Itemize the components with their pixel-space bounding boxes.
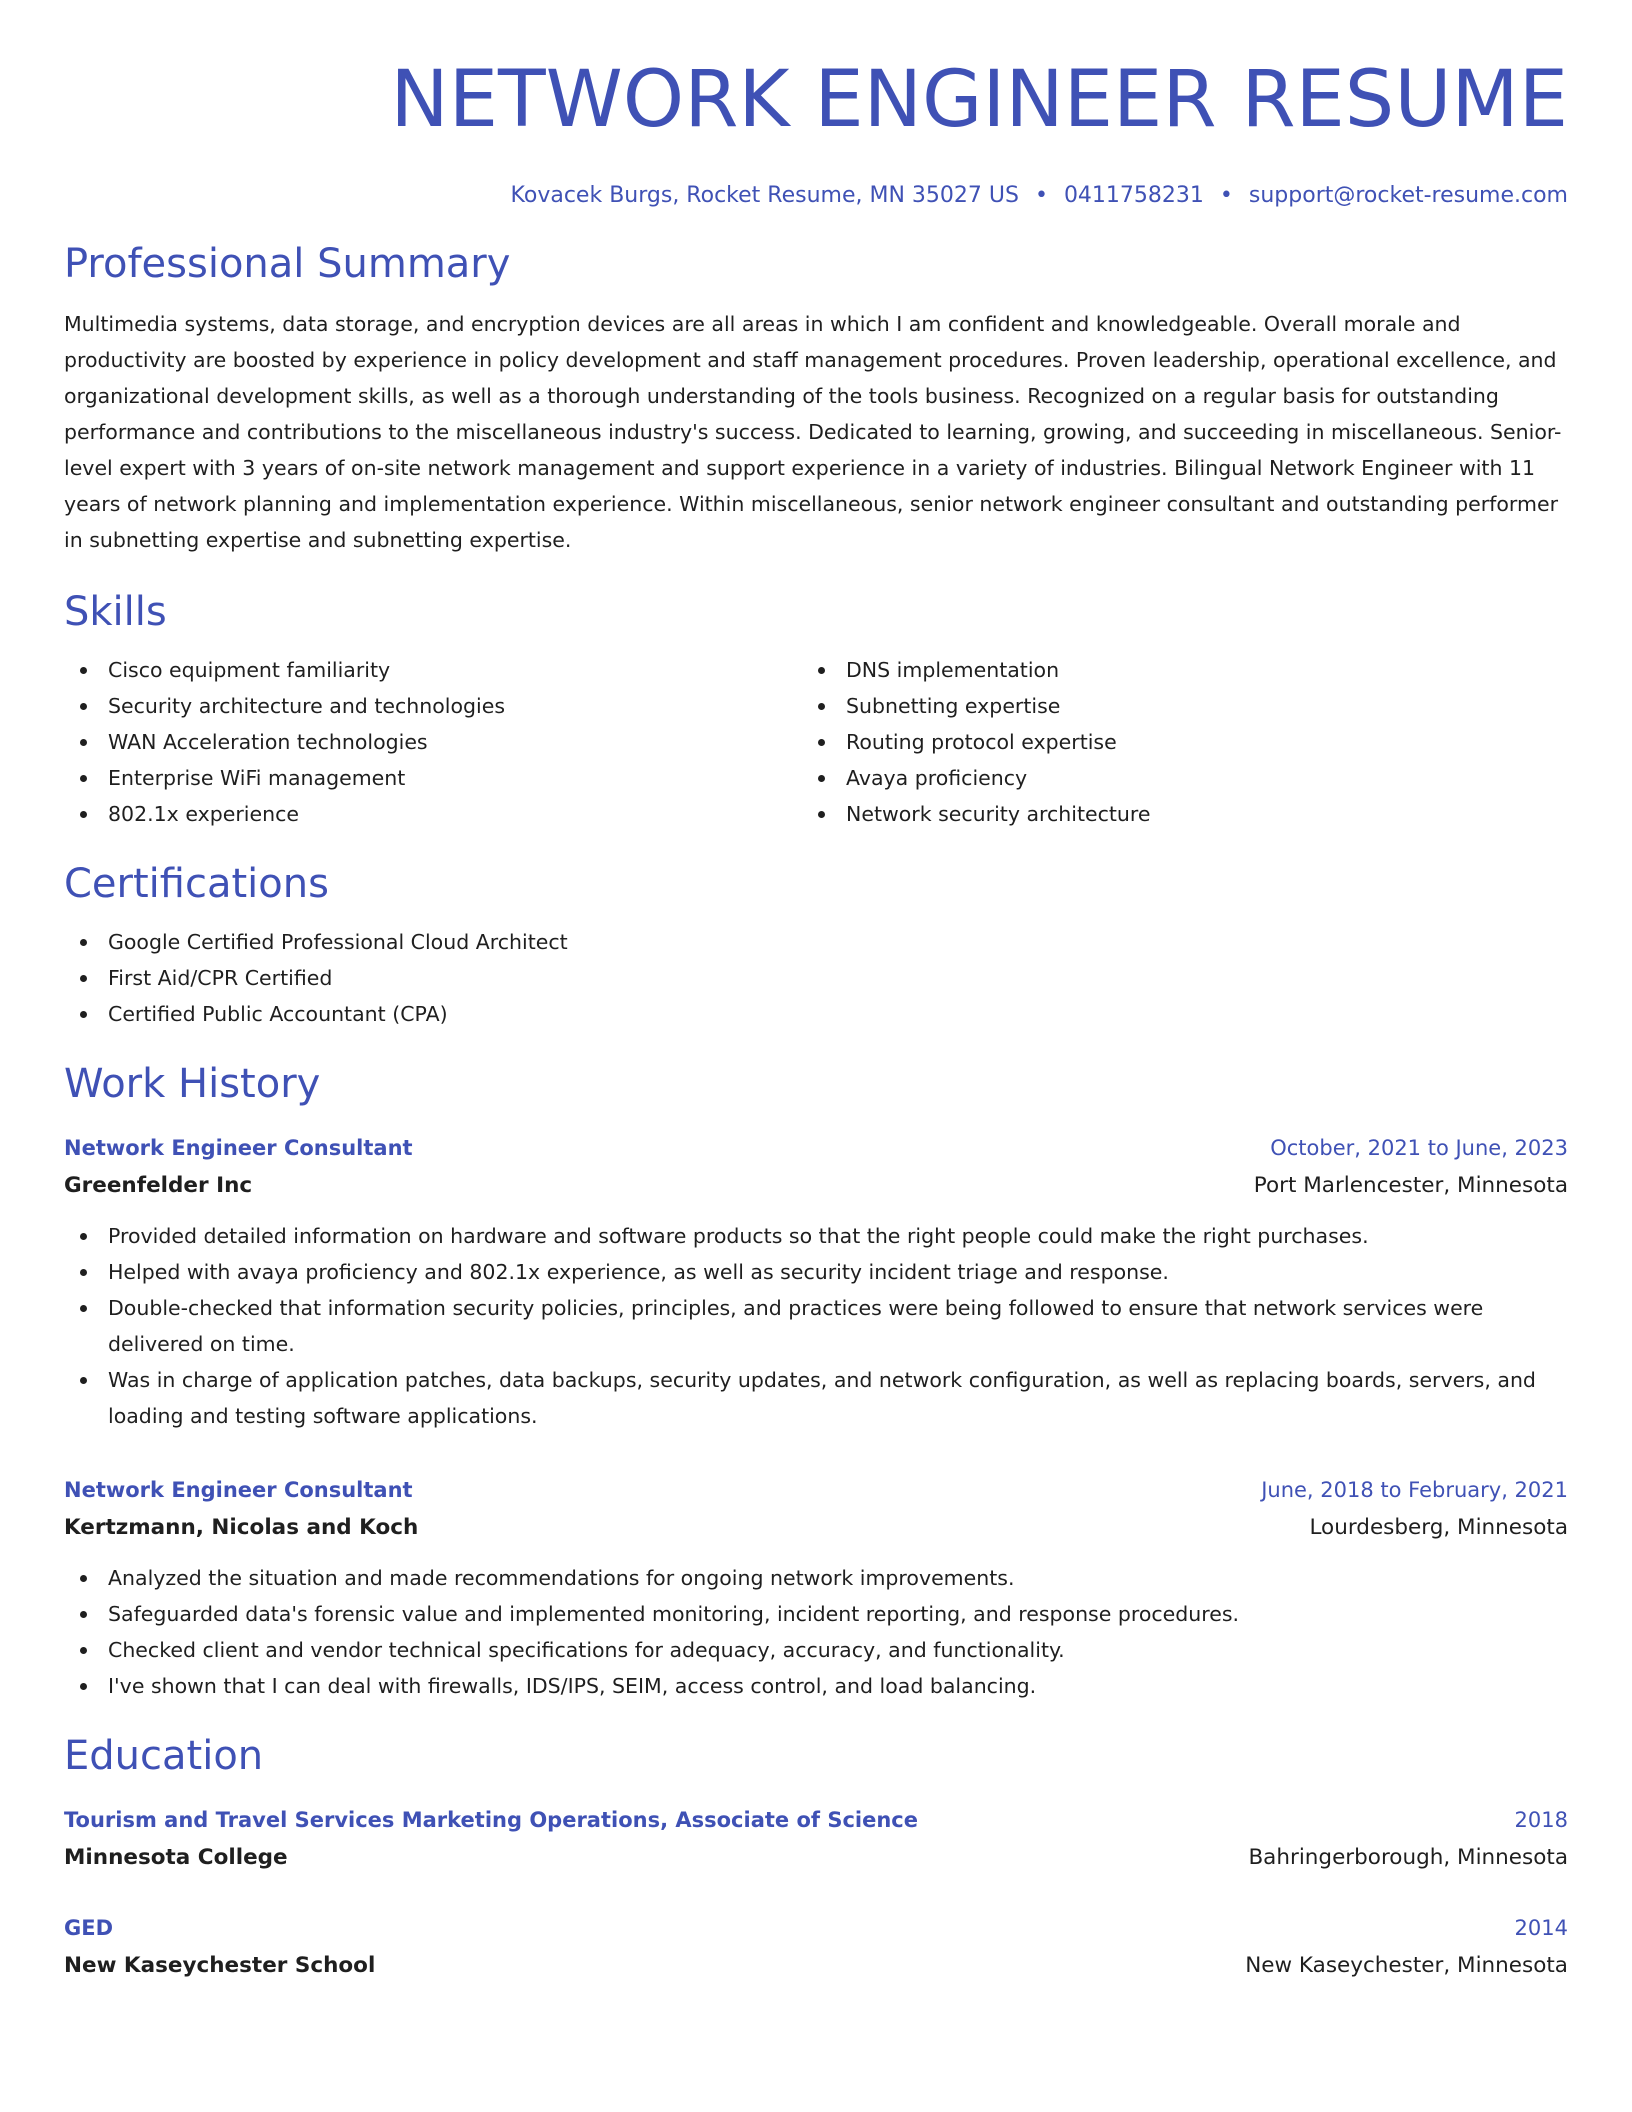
education-degree: Tourism and Travel Services Marketing Operations, Associate of Science	[64, 1808, 918, 1832]
summary-section	[64, 236, 1568, 558]
contact-separator: •	[1219, 183, 1233, 208]
education-location: Bahringerborough, Minnesota	[1248, 1845, 1568, 1870]
page-title: NETWORK ENGINEER RESUME	[390, 55, 1568, 145]
job-title: Network Engineer Consultant	[64, 1136, 413, 1160]
certification-item: First Aid/CPR Certified	[64, 960, 1568, 996]
skill-item: Security architecture and technologies	[64, 688, 802, 724]
job-company: Kertzmann, Nicolas and Koch	[64, 1515, 419, 1540]
resume-header	[64, 0, 1568, 214]
education-school-row	[64, 1946, 1568, 1986]
job-entry	[64, 1130, 1568, 1434]
contact-email[interactable]: support@rocket-resume.com	[1248, 183, 1568, 208]
contact-line	[64, 178, 1568, 214]
skills-list-left	[64, 652, 802, 832]
job-duties-list	[64, 1560, 1568, 1704]
work-history-section	[64, 1056, 1568, 1704]
job-location: Lourdesberg, Minnesota	[1309, 1515, 1568, 1540]
certifications-section	[64, 856, 1568, 1032]
education-header-row	[64, 1802, 1568, 1838]
education-school: New Kaseychester School	[64, 1953, 376, 1978]
job-duty-item: Analyzed the situation and made recommendations for ongoing network improvements.	[64, 1560, 1568, 1596]
certification-item: Google Certified Professional Cloud Architect	[64, 924, 1568, 960]
job-duty-item: Checked client and vendor technical specifications for adequacy, accuracy, and functionality.	[64, 1632, 1568, 1668]
skill-item: Avaya proficiency	[802, 760, 1540, 796]
job-duty-item: Safeguarded data's forensic value and implemented monitoring, incident reporting, and response procedures.	[64, 1596, 1568, 1632]
job-duties-list	[64, 1218, 1568, 1434]
certifications-list	[64, 924, 1568, 1032]
skill-item: DNS implementation	[802, 652, 1540, 688]
skill-item: WAN Acceleration technologies	[64, 724, 802, 760]
skills-list-right	[802, 652, 1540, 832]
skill-item: Cisco equipment familiarity	[64, 652, 802, 688]
education-location: New Kaseychester, Minnesota	[1245, 1953, 1568, 1978]
skill-item: Enterprise WiFi management	[64, 760, 802, 796]
job-company-row	[64, 1508, 1568, 1548]
job-company: Greenfelder Inc	[64, 1173, 253, 1198]
education-heading: Education	[64, 1733, 264, 1779]
skill-item: Network security architecture	[802, 796, 1540, 832]
education-year: 2014	[1514, 1916, 1568, 1940]
job-duty-item: Double-checked that information security policies, principles, and practices were being followed to ensure that network services were delivered on time.	[64, 1290, 1568, 1362]
job-duty-item: I've shown that I can deal with firewalls, IDS/IPS, SEIM, access control, and load balancing.	[64, 1668, 1568, 1704]
job-location: Port Marlencester, Minnesota	[1253, 1173, 1568, 1198]
certifications-heading: Certifications	[64, 861, 329, 907]
contact-phone: 0411758231	[1063, 183, 1204, 208]
job-header-row	[64, 1130, 1568, 1166]
job-header-row	[64, 1472, 1568, 1508]
summary-text: Multimedia systems, data storage, and encryption devices are all areas in which I am confident and knowledgeable. Overall morale and productivity are boosted by experience in policy development and staff management procedures. Proven leadership, operational excellence, and organizational development skills, as well as a thorough understanding of the tools business. Recognized on a regular basis for outstanding performance and contributions to the miscellaneous industry's success. Dedicated to learning, growing, and succeeding in miscellaneous. Senior-level expert with 3 years of on-site network management and support experience in a variety of industries. Bilingual Network Engineer with 11 years of network planning and implementation experience. Within miscellaneous, senior network engineer consultant and outstanding performer in subnetting expertise and subnetting expertise.	[64, 312, 1562, 552]
skill-item: Subnetting expertise	[802, 688, 1540, 724]
skills-heading: Skills	[64, 589, 167, 635]
contact-separator: •	[1034, 183, 1048, 208]
education-year: 2018	[1514, 1808, 1568, 1832]
skill-item: Routing protocol expertise	[802, 724, 1540, 760]
job-duty-item: Was in charge of application patches, data backups, security updates, and network configuration, as well as replacing boards, servers, and loading and testing software applications.	[64, 1362, 1568, 1434]
job-entry	[64, 1472, 1568, 1704]
education-entry	[64, 1802, 1568, 1878]
education-entry	[64, 1910, 1568, 1986]
education-degree: GED	[64, 1916, 114, 1940]
education-school: Minnesota College	[64, 1845, 288, 1870]
job-title: Network Engineer Consultant	[64, 1478, 413, 1502]
education-school-row	[64, 1838, 1568, 1878]
job-dates: June, 2018 to February, 2021	[1261, 1478, 1568, 1502]
job-duty-item: Helped with avaya proficiency and 802.1x experience, as well as security incident triage and response.	[64, 1254, 1568, 1290]
certification-item: Certified Public Accountant (CPA)	[64, 996, 1568, 1032]
education-section	[64, 1728, 1568, 1986]
skills-grid	[64, 652, 1568, 832]
work-history-heading: Work History	[64, 1061, 321, 1107]
job-company-row	[64, 1166, 1568, 1206]
job-duty-item: Provided detailed information on hardware and software products so that the right people could make the right purchases.	[64, 1218, 1568, 1254]
contact-address: Kovacek Burgs, Rocket Resume, MN 35027 US	[510, 183, 1019, 208]
skills-section	[64, 584, 1568, 832]
skill-item: 802.1x experience	[64, 796, 802, 832]
summary-heading: Professional Summary	[64, 241, 511, 287]
job-dates: October, 2021 to June, 2023	[1270, 1136, 1568, 1160]
education-header-row	[64, 1910, 1568, 1946]
